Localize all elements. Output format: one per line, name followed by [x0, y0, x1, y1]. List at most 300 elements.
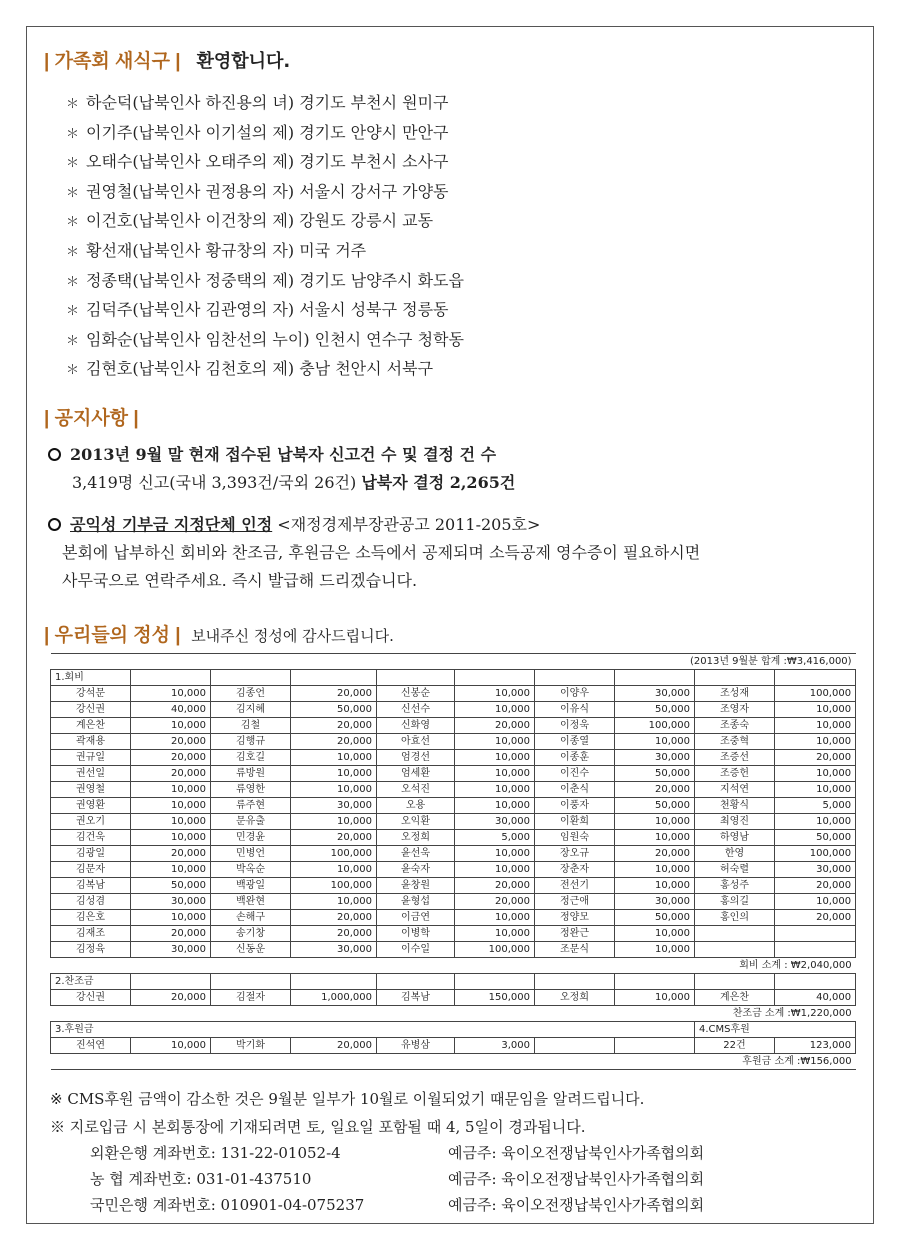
donor-name: 강석문 [51, 686, 131, 702]
donor-name: 정완근 [535, 926, 615, 942]
donor-name: 조중혁 [695, 734, 775, 750]
donation-amount [775, 942, 856, 958]
asterisk-bullet-icon: ＊ [66, 156, 80, 172]
donation-amount: 30,000 [291, 798, 377, 814]
donor-name: 김건욱 [51, 830, 131, 846]
notice-item-1-text: 3,419명 신고(국내 3,393건/국외 26건) [72, 473, 357, 492]
donor-name: 김행규 [211, 734, 291, 750]
donor-name: 김지혜 [211, 702, 291, 718]
new-member-item [66, 149, 449, 172]
donation-amount: 5,000 [775, 798, 856, 814]
donation-amount: 10,000 [615, 814, 695, 830]
donation-amount: 1,000,000 [291, 990, 377, 1006]
donor-name: 김복남 [377, 990, 455, 1006]
cms-support-label: 4.CMS후원 [695, 1022, 856, 1038]
support-subtotal [51, 1054, 856, 1070]
empty-cell [131, 974, 211, 990]
donor-name: 허숙렬 [695, 862, 775, 878]
donor-name: 이풍자 [535, 798, 615, 814]
donor-name: 이수일 [377, 942, 455, 958]
empty-cell [535, 974, 615, 990]
new-member-text: 김덕주(납북인사 김관영의 자) 서울시 성북구 정릉동 [86, 300, 449, 320]
donation-amount: 30,000 [131, 942, 211, 958]
donor-name: 김복남 [51, 878, 131, 894]
table-row [51, 830, 856, 846]
donation-amount [775, 926, 856, 942]
donor-name [695, 942, 775, 958]
welcome-section-title: 가족회 새식구 [54, 51, 171, 72]
donation-table [50, 653, 856, 1070]
donation-amount: 20,000 [775, 878, 856, 894]
donor-name: 윤형섭 [377, 894, 455, 910]
footer-note-2: ※ 지로입금 시 본회통장에 기재되려면 토, 일요일 포함될 때 4, 5일이 경과됩니다. [50, 1118, 586, 1136]
donor-name: 이정욱 [535, 718, 615, 734]
heading-bar: | [175, 51, 181, 72]
welcome-section-heading [44, 46, 290, 73]
donation-amount: 10,000 [775, 766, 856, 782]
circle-bullet-icon [48, 518, 61, 531]
donation-amount: 10,000 [615, 942, 695, 958]
donation-amount: 20,000 [131, 766, 211, 782]
empty-cell [695, 974, 775, 990]
donation-amount: 10,000 [131, 910, 211, 926]
donation-subtitle: 보내주신 정성에 감사드립니다. [191, 627, 394, 645]
donation-amount: 10,000 [291, 894, 377, 910]
donation-amount: 20,000 [291, 718, 377, 734]
asterisk-bullet-icon: ＊ [66, 363, 80, 379]
sponsor-category-label: 2.찬조금 [51, 974, 131, 990]
donor-name: 이종훈 [535, 750, 615, 766]
donor-name: 김문자 [51, 862, 131, 878]
donor-name: 이금연 [377, 910, 455, 926]
table-row [51, 926, 856, 942]
table-row [51, 894, 856, 910]
donation-amount: 10,000 [455, 702, 535, 718]
donation-amount: 10,000 [291, 766, 377, 782]
donation-amount: 10,000 [131, 830, 211, 846]
support-subtotal-value: 후원금 소계 :₩156,000 [51, 1054, 856, 1070]
donor-name: 홍의길 [695, 894, 775, 910]
new-member-item [66, 238, 366, 261]
donor-name: 박기화 [211, 1038, 291, 1054]
donor-name: 김광일 [51, 846, 131, 862]
empty-cell [775, 670, 856, 686]
donation-amount: 10,000 [615, 830, 695, 846]
donor-name: 이종열 [535, 734, 615, 750]
table-row [51, 766, 856, 782]
donor-name: 이유식 [535, 702, 615, 718]
donation-amount: 20,000 [775, 910, 856, 926]
empty-cell [291, 670, 377, 686]
donation-amount: 50,000 [615, 910, 695, 926]
empty-cell [775, 974, 856, 990]
donor-name: 권영환 [51, 798, 131, 814]
notice-item-2-line-2: 사무국으로 연락주세요. 즉시 발급해 드리겠습니다. [62, 571, 418, 590]
donor-name: 윤선욱 [377, 846, 455, 862]
donation-amount: 20,000 [131, 990, 211, 1006]
donor-name: 지석연 [695, 782, 775, 798]
donation-amount: 10,000 [455, 686, 535, 702]
heading-bar: | [175, 625, 181, 646]
account-holder: 예금주: 육이오전쟁납북인사가족협의회 [448, 1196, 705, 1214]
circle-bullet-icon [48, 448, 61, 461]
donor-name: 이춘식 [535, 782, 615, 798]
empty-cell [291, 974, 377, 990]
donation-amount: 10,000 [455, 910, 535, 926]
donor-name: 권영철 [51, 782, 131, 798]
notice-item-1-body [72, 470, 515, 493]
donor-name: 정양모 [535, 910, 615, 926]
new-member-item [66, 297, 449, 320]
donation-amount: 10,000 [131, 782, 211, 798]
donor-name: 조성재 [695, 686, 775, 702]
donor-name: 김재조 [51, 926, 131, 942]
donation-amount: 10,000 [775, 734, 856, 750]
donor-name: 박옥순 [211, 862, 291, 878]
new-member-text: 이기주(납북인사 이기설의 제) 경기도 안양시 만안구 [86, 122, 449, 142]
table-row [51, 1038, 856, 1054]
donor-name: 이양우 [535, 686, 615, 702]
donation-amount: 20,000 [615, 782, 695, 798]
donor-name: 천황식 [695, 798, 775, 814]
table-row [51, 942, 856, 958]
donation-amount: 10,000 [455, 782, 535, 798]
empty-cell [695, 670, 775, 686]
notice-item-2-title: 공익성 기부금 지정단체 인정 [70, 515, 273, 534]
new-member-item [66, 268, 464, 291]
donor-name: 김종언 [211, 686, 291, 702]
notice-section-heading [44, 403, 139, 430]
donor-name: 김호길 [211, 750, 291, 766]
donation-amount: 30,000 [455, 814, 535, 830]
notice-section-title: 공지사항 [54, 408, 129, 429]
asterisk-bullet-icon: ＊ [66, 185, 80, 201]
donation-amount: 50,000 [615, 702, 695, 718]
donation-amount: 20,000 [291, 686, 377, 702]
bank-account-row [90, 1142, 341, 1163]
donor-name: 이병학 [377, 926, 455, 942]
donor-name: 김은호 [51, 910, 131, 926]
donation-amount: 30,000 [615, 686, 695, 702]
donor-name: 오정희 [535, 990, 615, 1006]
donation-amount: 20,000 [775, 750, 856, 766]
bank-name: 외환은행 계좌번호: [90, 1144, 216, 1162]
asterisk-bullet-icon: ＊ [66, 304, 80, 320]
new-member-text: 하순덕(납북인사 하진용의 녀) 경기도 부천시 원미구 [86, 93, 449, 112]
donation-section-title: 우리들의 정성 [54, 625, 171, 646]
table-row [51, 734, 856, 750]
table-row [51, 878, 856, 894]
donation-amount: 10,000 [131, 862, 211, 878]
donation-amount: 20,000 [455, 878, 535, 894]
grand-total [51, 654, 856, 670]
donation-amount: 10,000 [775, 814, 856, 830]
donation-amount: 10,000 [775, 718, 856, 734]
donation-amount: 123,000 [775, 1038, 856, 1054]
donation-amount: 10,000 [775, 782, 856, 798]
table-row [51, 814, 856, 830]
donation-amount: 20,000 [455, 894, 535, 910]
donor-name: 엄세환 [377, 766, 455, 782]
donor-name: 아효선 [377, 734, 455, 750]
donation-amount: 20,000 [131, 750, 211, 766]
donor-name: 최영진 [695, 814, 775, 830]
account-number: 031-01-437510 [196, 1170, 312, 1188]
table-row [51, 686, 856, 702]
donation-amount: 10,000 [291, 782, 377, 798]
asterisk-bullet-icon: ＊ [66, 126, 80, 142]
new-member-text: 이건호(납북인사 이건창의 제) 강원도 강릉시 교동 [86, 211, 434, 231]
empty-cell [377, 974, 455, 990]
donor-name: 정근애 [535, 894, 615, 910]
support-category [51, 1022, 856, 1038]
notice-item-2-reference: <재정경제부장관공고 2011-205호> [277, 515, 541, 534]
table-row [51, 990, 856, 1006]
table-row [51, 718, 856, 734]
donor-name: 장오규 [535, 846, 615, 862]
donation-amount: 100,000 [291, 878, 377, 894]
donor-name: 유병삼 [377, 1038, 455, 1054]
table-row [51, 750, 856, 766]
donor-name: 류방원 [211, 766, 291, 782]
donation-amount: 100,000 [291, 846, 377, 862]
sponsor-subtotal-value: 찬조금 소계 :₩1,220,000 [51, 1006, 856, 1022]
notice-item-2-heading [48, 512, 540, 535]
donation-amount: 20,000 [291, 926, 377, 942]
notice-item-2-line-1: 본회에 납부하신 회비와 찬조금, 후원금은 소득에서 공제되며 소득공제 영수증이 필요하시면 [62, 543, 701, 562]
donor-name: 백완현 [211, 894, 291, 910]
new-member-text: 권영철(납북인사 권정용의 자) 서울시 강서구 가양동 [86, 181, 449, 201]
asterisk-bullet-icon: ＊ [66, 245, 80, 260]
donation-amount: 50,000 [775, 830, 856, 846]
donation-amount: 10,000 [615, 734, 695, 750]
donor-name: 조영자 [695, 702, 775, 718]
donation-amount: 30,000 [775, 862, 856, 878]
donor-name: 민병언 [211, 846, 291, 862]
new-member-text: 정종택(납북인사 정중택의 제) 경기도 남양주시 화도읍 [86, 270, 464, 290]
donation-amount: 30,000 [615, 750, 695, 766]
donor-name: 이진수 [535, 766, 615, 782]
donation-amount: 10,000 [455, 862, 535, 878]
donor-name: 오석진 [377, 782, 455, 798]
donation-amount [615, 1038, 695, 1054]
donor-name: 이환희 [535, 814, 615, 830]
donation-section-heading [44, 620, 394, 647]
membership-category-label: 1.회비 [51, 670, 131, 686]
asterisk-bullet-icon: ＊ [66, 333, 80, 349]
donor-name: 엄경선 [377, 750, 455, 766]
notice-item-1-title: 2013년 9월 말 현재 접수된 납북자 신고건 수 및 결정 건 수 [70, 445, 497, 464]
table-row [51, 702, 856, 718]
donor-name: 류영한 [211, 782, 291, 798]
donor-name: 오정희 [377, 830, 455, 846]
donor-name: 신화영 [377, 718, 455, 734]
donor-name: 하영남 [695, 830, 775, 846]
table-row [51, 782, 856, 798]
donor-name: 윤숙자 [377, 862, 455, 878]
donor-name: 곽재용 [51, 734, 131, 750]
donor-name: 계은찬 [695, 990, 775, 1006]
donor-name: 계은찬 [51, 718, 131, 734]
new-member-item [66, 179, 449, 202]
donation-amount: 10,000 [291, 862, 377, 878]
donor-name: 신봉순 [377, 686, 455, 702]
donor-name: 강신권 [51, 702, 131, 718]
donation-amount: 50,000 [615, 766, 695, 782]
empty-cell [377, 670, 455, 686]
donation-amount: 20,000 [131, 846, 211, 862]
donor-name: 김성겸 [51, 894, 131, 910]
donation-amount: 10,000 [131, 814, 211, 830]
empty-cell [455, 670, 535, 686]
donation-amount: 10,000 [131, 798, 211, 814]
asterisk-bullet-icon: ＊ [66, 97, 80, 112]
donation-amount: 10,000 [291, 750, 377, 766]
table-row [51, 862, 856, 878]
donation-amount: 30,000 [291, 942, 377, 958]
donation-amount: 50,000 [131, 878, 211, 894]
donation-amount: 10,000 [455, 750, 535, 766]
donation-amount: 40,000 [131, 702, 211, 718]
account-holder: 예금주: 육이오전쟁납북인사가족협의회 [448, 1144, 705, 1162]
donation-amount: 10,000 [775, 702, 856, 718]
donation-amount: 10,000 [615, 878, 695, 894]
donor-name: 김철 [211, 718, 291, 734]
membership-category [51, 670, 856, 686]
donation-amount: 10,000 [455, 798, 535, 814]
donor-name: 신동운 [211, 942, 291, 958]
donation-amount: 10,000 [615, 990, 695, 1006]
donor-name: 전선기 [535, 878, 615, 894]
donor-name: 민경윤 [211, 830, 291, 846]
donation-amount: 10,000 [615, 926, 695, 942]
donor-name: 한영 [695, 846, 775, 862]
empty-cell [615, 670, 695, 686]
donation-amount: 10,000 [455, 766, 535, 782]
donation-amount: 100,000 [775, 846, 856, 862]
new-member-text: 김현호(납북인사 김천호의 제) 충남 천안시 서북구 [86, 359, 434, 379]
donation-amount: 10,000 [455, 846, 535, 862]
new-member-text: 오태수(납북인사 오태주의 제) 경기도 부천시 소사구 [86, 152, 449, 172]
empty-cell [211, 670, 291, 686]
donor-name: 윤창원 [377, 878, 455, 894]
donation-amount: 5,000 [455, 830, 535, 846]
empty-cell [615, 974, 695, 990]
donation-amount: 20,000 [291, 734, 377, 750]
empty-cell [455, 974, 535, 990]
new-member-item [66, 327, 464, 350]
donation-amount: 100,000 [455, 942, 535, 958]
membership-subtotal [51, 958, 856, 974]
donor-name: 강신권 [51, 990, 131, 1006]
donor-name: 김절자 [211, 990, 291, 1006]
donation-amount: 10,000 [131, 718, 211, 734]
support-category-label: 3.후원금 [51, 1022, 695, 1038]
new-member-item [66, 208, 433, 231]
heading-bar: | [44, 408, 50, 429]
asterisk-bullet-icon: ＊ [66, 274, 80, 290]
donor-name: 류주현 [211, 798, 291, 814]
welcome-greeting: 환영합니다. [196, 51, 291, 72]
donation-amount: 100,000 [775, 686, 856, 702]
account-number: 131-22-01052-4 [220, 1144, 341, 1162]
asterisk-bullet-icon: ＊ [66, 215, 80, 231]
membership-subtotal-value: 회비 소계 : ₩2,040,000 [51, 958, 856, 974]
donor-name: 김정육 [51, 942, 131, 958]
donation-amount: 30,000 [131, 894, 211, 910]
account-holder: 예금주: 육이오전쟁납북인사가족협의회 [448, 1170, 705, 1188]
table-row [51, 910, 856, 926]
table-row [51, 798, 856, 814]
donor-name: 오익환 [377, 814, 455, 830]
bank-name: 농 협 계좌번호: [90, 1170, 192, 1188]
donation-amount: 30,000 [615, 894, 695, 910]
donation-amount: 150,000 [455, 990, 535, 1006]
footer-note-1: ※ CMS후원 금액이 감소한 것은 9월분 일부가 10월로 이월되었기 때문임을 알려드립니다. [50, 1090, 645, 1108]
donation-amount: 20,000 [291, 830, 377, 846]
sponsor-subtotal [51, 1006, 856, 1022]
bank-name: 국민은행 계좌번호: [90, 1196, 216, 1214]
empty-cell [535, 670, 615, 686]
donation-amount: 50,000 [615, 798, 695, 814]
donor-name: 조증헌 [695, 766, 775, 782]
donor-name: 임원숙 [535, 830, 615, 846]
donor-name: 권선일 [51, 766, 131, 782]
account-number: 010901-04-075237 [220, 1196, 365, 1214]
new-member-item [66, 356, 433, 379]
new-member-text: 임화순(납북인사 임찬선의 누이) 인천시 연수구 청학동 [86, 329, 464, 349]
grand-total-value: (2013년 9월분 합계 :₩3,416,000) [51, 654, 856, 670]
donation-amount: 100,000 [615, 718, 695, 734]
donor-name [695, 926, 775, 942]
donation-amount: 20,000 [291, 1038, 377, 1054]
bank-account-row [90, 1168, 311, 1189]
donation-amount: 10,000 [615, 862, 695, 878]
donation-amount: 10,000 [455, 734, 535, 750]
donor-name: 백광일 [211, 878, 291, 894]
donor-name: 문유출 [211, 814, 291, 830]
donor-name: 22건 [695, 1038, 775, 1054]
donor-name: 조문식 [535, 942, 615, 958]
donor-name [535, 1038, 615, 1054]
donation-amount: 20,000 [131, 734, 211, 750]
donation-amount: 10,000 [291, 814, 377, 830]
empty-cell [131, 670, 211, 686]
donor-name: 신선수 [377, 702, 455, 718]
donor-name: 장춘자 [535, 862, 615, 878]
notice-item-1-decision: 납북자 결정 2,265건 [361, 473, 516, 492]
donor-name: 송기창 [211, 926, 291, 942]
donor-name: 조종숙 [695, 718, 775, 734]
donation-amount: 10,000 [131, 1038, 211, 1054]
donation-amount: 10,000 [775, 894, 856, 910]
donation-amount: 20,000 [615, 846, 695, 862]
donor-name: 홍인의 [695, 910, 775, 926]
donation-amount: 10,000 [131, 686, 211, 702]
donation-amount: 40,000 [775, 990, 856, 1006]
new-member-text: 황선재(납북인사 황규창의 자) 미국 거주 [86, 241, 367, 260]
new-member-item [66, 90, 449, 113]
heading-bar: | [133, 408, 139, 429]
new-member-item [66, 120, 449, 143]
donation-amount: 20,000 [291, 910, 377, 926]
bank-account-row [90, 1194, 364, 1215]
empty-cell [211, 974, 291, 990]
heading-bar: | [44, 625, 50, 646]
donor-name: 권규일 [51, 750, 131, 766]
notice-item-1-heading [48, 442, 496, 465]
donor-name: 권오기 [51, 814, 131, 830]
